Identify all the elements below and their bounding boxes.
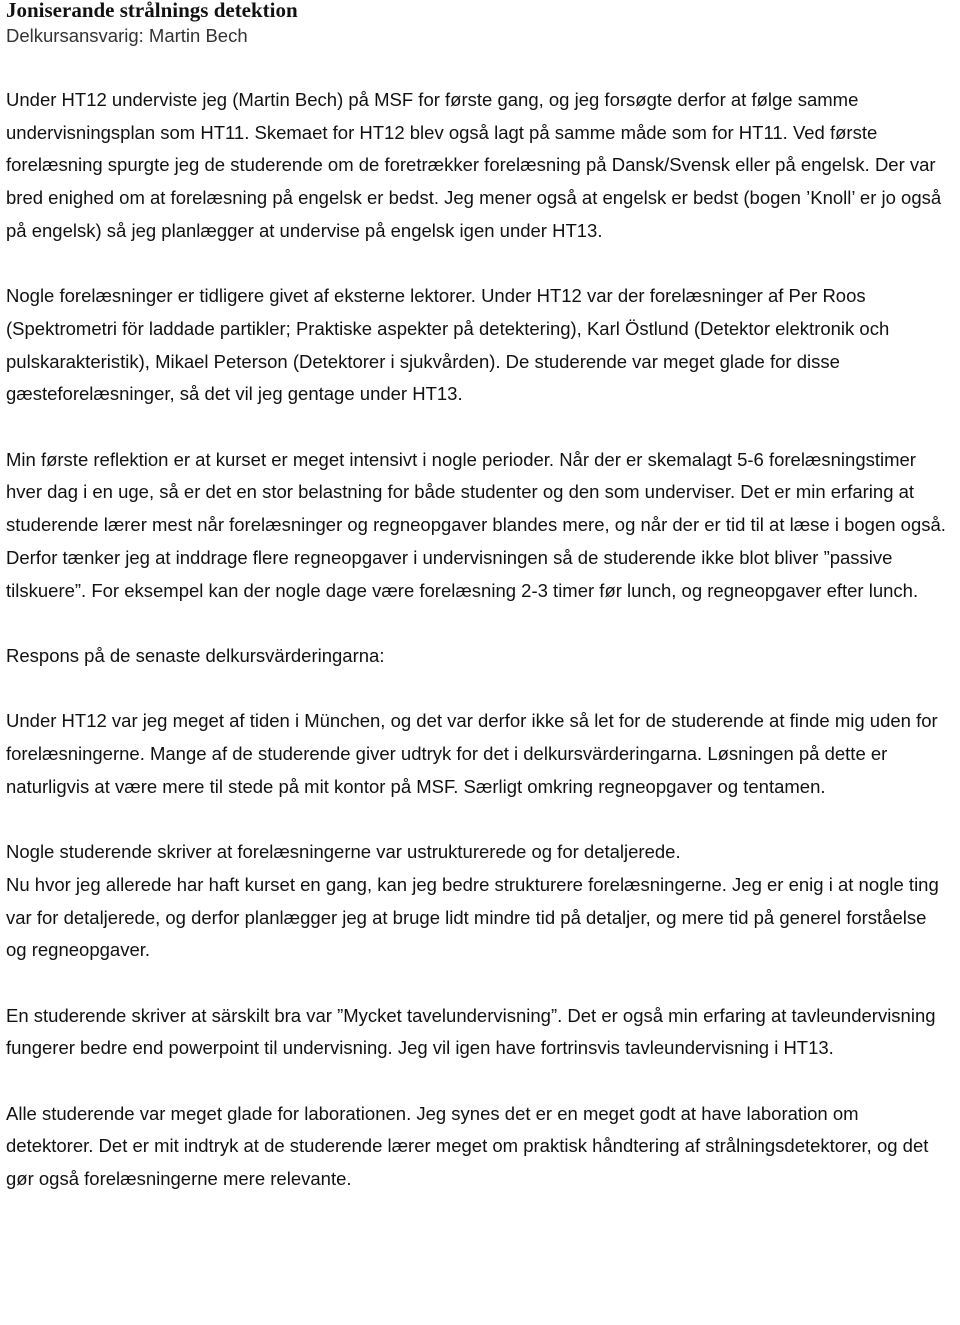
paragraph-intro: Under HT12 underviste jeg (Martin Bech) på MSF for første gang, og jeg forsøgte derfor at følge samme undervisningsplan som HT11. Skemaet for HT12 blev også lagt på samme måde som for HT11. Ved første forelæsning spurgte jeg de studerende om de foretrækker forelæsning på Dansk/Svensk eller på engelsk. Der var bred enighed om at forelæsning på engelsk er bedst. Jeg mener også at engelsk er bedst (bogen ’Knoll’ er jo også på engelsk) så jeg planlægger at undervise på engelsk igen under HT13. [6,89,942,241]
paragraph-laboration: Alle studerende var meget glade for laborationen. Jeg synes det er en meget godt at have laboration om detektorer. Det er mit indtryk at de studerende lærer meget om praktisk håndtering af strålningsdetektorer, og det gør også forelæsningerne mere relevante. [6,1102,929,1190]
document-title: Joniserande strålnings detektion [6,0,298,22]
paragraph-structure-response: Nu hvor jeg allerede har haft kurset en gang, kan jeg bedre strukturere forelæsningerne. Jeg er enig i at nogle ting var for detaljerede, og derfor planlægger jeg at bruge lidt mindre tid på detaljer, og mere tid på generel forståelse og regneopgaver. [6,873,939,961]
paragraph-blackboard: En studerende skriver at särskilt bra var ”Mycket tavelundervisning”. Det er også min erfaring at tavleundervisning fungerer bedre end powerpoint til undervisning. Jeg vil igen have fortrinsvis tavleundervisning i HT13. [6,1004,936,1059]
document-subtitle: Delkursansvarig: Martin Bech [6,25,248,46]
section-heading-response: Respons på de senaste delkursvärderingarna: [6,644,385,666]
paragraph-guest-lectures: Nogle forelæsninger er tidligere givet af eksterne lektorer. Under HT12 var der forelæsninger af Per Roos (Spektrometri för laddade partikler; Praktiske aspekter på detektering), Karl Östlund (Detektor elektronik och pulskarakteristik), Mikael Peterson (Detektorer i sjukvården). De studerende var meget glade for disse gæsteforelæsninger, så det vil jeg gentage under HT13. [6,285,890,405]
paragraph-availability: Under HT12 var jeg meget af tiden i München, og det var derfor ikke så let for de studerende at finde mig uden for forelæsningerne. Mange af de studerende giver udtryk for det i delkursvärderingarna. Løsningen på dette er naturligvis at være mere til stede på mit kontor på MSF. Særligt omkring regneopgaver og tentamen. [6,710,938,797]
paragraph-reflection: Min første reflektion er at kurset er meget intensivt i nogle perioder. Når der er skemalagt 5-6 forelæsningstimer hver dag i en uge, så er det en stor belastning for både studenter og den som underviser. Det er min erfaring at studerende lærer mest når forelæsninger og regneopgaver blandes mere, og når der er tid til at læse i bogen også. Derfor tænker jeg at inddrage flere regneopgaver i undervisningen så de studerende ikke blot bliver ”passive tilskuere”. For eksempel kan der nogle dage være forelæsning 2-3 timer før lunch, og regneopgaver efter lunch. [6,448,946,601]
paragraph-feedback-structure: Nogle studerende skriver at forelæsningerne var ustrukturerede og for detaljerede. [6,841,681,863]
